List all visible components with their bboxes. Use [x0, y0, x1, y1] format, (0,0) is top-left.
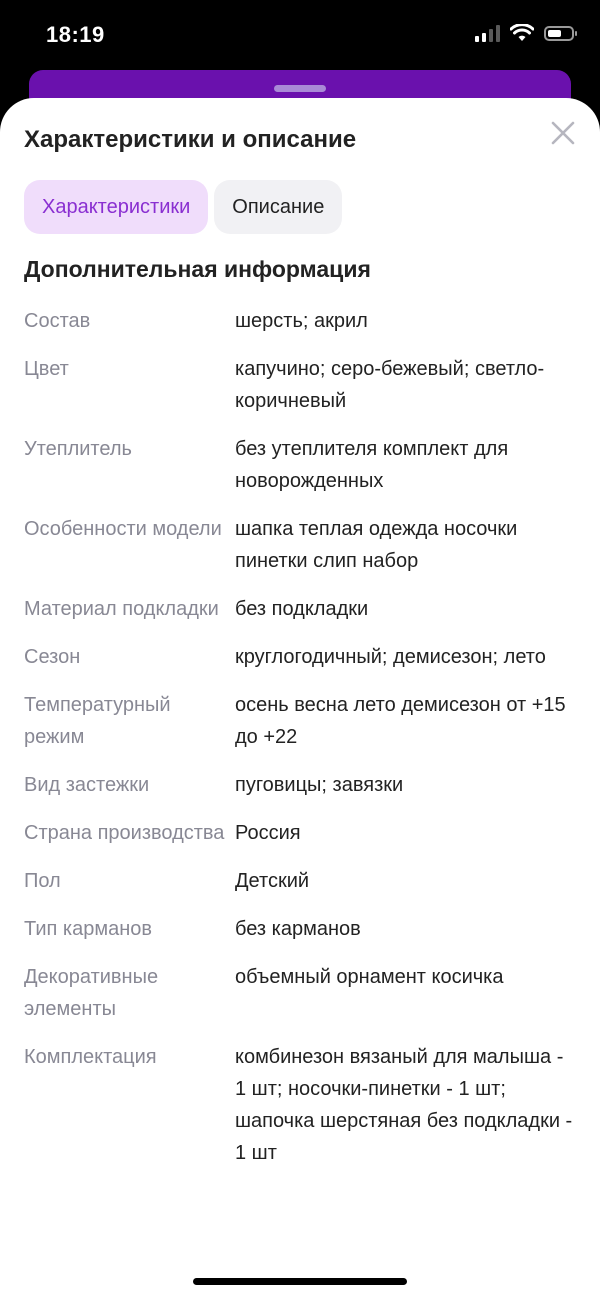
- status-icons: [475, 24, 574, 42]
- spec-value: объемный орнамент косичка: [235, 966, 504, 988]
- spec-label: Цвет: [24, 358, 69, 380]
- spec-row: [24, 353, 584, 417]
- spec-label: Сезон: [24, 646, 81, 668]
- spec-value: капучино; серо-бежевый; светло-коричневый: [235, 358, 545, 412]
- wifi-icon: [510, 24, 534, 42]
- spec-row: [24, 641, 584, 673]
- status-bar: [0, 0, 600, 70]
- spec-value: шерсть; акрил: [235, 310, 368, 332]
- spec-label: Температурный режим: [24, 694, 171, 748]
- tab-description[interactable]: Описание: [214, 180, 342, 234]
- spec-row: [24, 865, 584, 897]
- spec-label: Пол: [24, 870, 61, 892]
- spec-value: без подкладки: [235, 598, 369, 620]
- section-title: Дополнительная информация: [24, 256, 371, 282]
- spec-row: [24, 1041, 584, 1169]
- spec-value: круглогодичный; демисезон; лето: [235, 646, 546, 668]
- spec-value: комбинезон вязаный для малыша - 1 шт; носочки-пинетки - 1 шт; шапочка шерстяная без подкладки - 1 шт: [235, 1046, 573, 1164]
- spec-value: пуговицы; завязки: [235, 774, 404, 796]
- battery-icon: [544, 26, 574, 41]
- spec-label: Утеплитель: [24, 438, 132, 460]
- spec-list: [24, 305, 584, 1185]
- tab-characteristics[interactable]: Характеристики: [24, 180, 208, 234]
- characteristics-sheet: [0, 98, 600, 1297]
- spec-label: Состав: [24, 310, 91, 332]
- close-icon[interactable]: [548, 118, 578, 148]
- tab-bar: [24, 180, 342, 234]
- spec-row: [24, 817, 584, 849]
- spec-row: [24, 913, 584, 945]
- spec-label: Страна производства: [24, 822, 225, 844]
- spec-row: [24, 433, 584, 497]
- spec-label: Тип карманов: [24, 918, 152, 940]
- spec-value: без карманов: [235, 918, 361, 940]
- spec-value: осень весна лето демисезон от +15 до +22: [235, 694, 566, 748]
- spec-value: без утеплителя комплект для новорожденных: [235, 438, 509, 492]
- spec-value: Детский: [235, 870, 310, 892]
- spec-value: шапка теплая одежда носочки пинетки слип набор: [235, 518, 518, 572]
- spec-row: [24, 689, 584, 753]
- spec-row: [24, 593, 584, 625]
- sheet-handle[interactable]: [274, 85, 326, 92]
- status-time: 18:19: [46, 22, 105, 47]
- spec-value: Россия: [235, 822, 301, 844]
- spec-label: Вид застежки: [24, 774, 150, 796]
- sheet-title: Характеристики и описание: [24, 126, 357, 153]
- spec-row: [24, 513, 584, 577]
- spec-label: Материал подкладки: [24, 598, 219, 620]
- spec-row: [24, 769, 584, 801]
- spec-row: [24, 305, 584, 337]
- spec-label: Комплектация: [24, 1046, 157, 1068]
- cellular-signal-icon: [475, 24, 500, 42]
- home-indicator[interactable]: [193, 1278, 407, 1285]
- spec-row: [24, 961, 584, 1025]
- spec-label: Особенности модели: [24, 518, 222, 540]
- spec-label: Декоративные элементы: [24, 966, 159, 1020]
